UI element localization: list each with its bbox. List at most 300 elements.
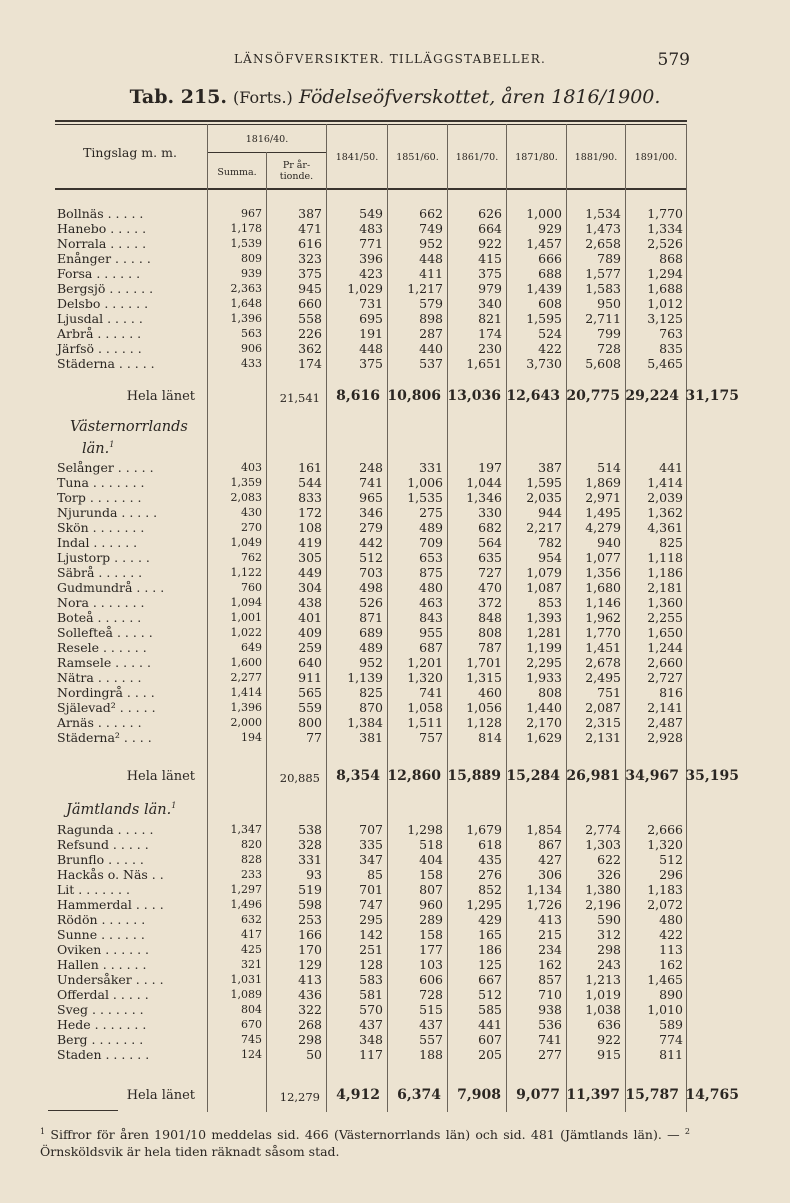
footnote-mark-1: 1 [40, 1127, 46, 1136]
value-cell: 1,038 [585, 1002, 621, 1017]
value-cell: 449 [298, 565, 322, 580]
value-cell: 1,281 [526, 625, 562, 640]
value-cell: 174 [298, 356, 322, 371]
value-cell: 305 [298, 550, 322, 565]
value-cell: 814 [478, 730, 502, 745]
value-cell: 1,178 [230, 222, 262, 235]
total-value: 29,224 [625, 388, 679, 404]
header-1881-90: 1881/90. [574, 152, 618, 163]
value-cell: 789 [597, 251, 621, 266]
value-cell: 2,678 [585, 655, 621, 670]
value-cell: 1,134 [526, 882, 562, 897]
value-cell: 581 [359, 987, 383, 1002]
value-cell: 536 [538, 1017, 562, 1032]
value-cell: 304 [298, 580, 322, 595]
value-cell: 427 [538, 852, 562, 867]
value-cell: 411 [419, 266, 443, 281]
value-cell: 298 [298, 1032, 322, 1047]
table-row [55, 550, 687, 565]
value-cell: 429 [478, 912, 502, 927]
value-cell: 1,680 [585, 580, 621, 595]
value-cell: 1,213 [585, 972, 621, 987]
district-name: Brunflo . . . . . [57, 852, 144, 867]
district-name: Järfsö . . . . . . [57, 341, 142, 356]
district-name: Ramsele . . . . . [57, 655, 151, 670]
total-value: 10,806 [387, 388, 441, 404]
value-cell: 3,125 [647, 311, 683, 326]
value-cell: 835 [659, 341, 683, 356]
value-cell: 952 [359, 655, 383, 670]
vasternorrland-title [70, 419, 205, 458]
value-cell: 728 [419, 987, 443, 1002]
table-row [55, 625, 687, 640]
value-cell: 1,414 [647, 475, 683, 490]
value-cell: 1,089 [230, 988, 262, 1001]
value-cell: 1,320 [407, 670, 443, 685]
value-cell: 1,006 [407, 475, 443, 490]
value-cell: 1,001 [230, 611, 262, 624]
value-cell: 4,279 [585, 520, 621, 535]
value-cell: 165 [478, 927, 502, 942]
value-cell: 205 [478, 1047, 502, 1062]
district-name: Hammerdal . . . . [57, 897, 164, 912]
value-cell: 549 [359, 206, 383, 221]
value-cell: 1,077 [585, 550, 621, 565]
header-pr-artionde-line1: Pr år- [282, 160, 311, 171]
value-cell: 751 [597, 685, 621, 700]
value-cell: 413 [298, 972, 322, 987]
total-value: 6,374 [397, 1087, 441, 1103]
table-row [55, 867, 687, 882]
value-cell: 626 [478, 206, 502, 221]
value-cell: 1,010 [647, 1002, 683, 1017]
value-cell: 701 [359, 882, 383, 897]
value-cell: 471 [298, 221, 322, 236]
value-cell: 2,658 [585, 236, 621, 251]
value-cell: 1,688 [647, 281, 683, 296]
value-cell: 1,094 [230, 596, 262, 609]
footnote-mark-2: 2 [684, 1127, 691, 1136]
value-cell: 323 [298, 251, 322, 266]
value-cell: 2,928 [647, 730, 683, 745]
value-cell: 2,083 [230, 491, 262, 504]
value-cell: 607 [478, 1032, 502, 1047]
table-row [55, 490, 687, 505]
value-cell: 1,297 [230, 883, 262, 896]
top-rule-thin [55, 124, 687, 125]
running-title: LÄNSÖFVERSIKTER. TILLÄGGSTABELLER. [233, 52, 546, 66]
value-cell: 1,577 [585, 266, 621, 281]
value-cell: 438 [298, 595, 322, 610]
value-cell: 5,465 [647, 356, 683, 371]
value-cell: 967 [241, 207, 262, 220]
value-cell: 2,774 [585, 822, 621, 837]
header-pr-artionde-line2: tionde. [279, 171, 314, 182]
jamtland-title-text: Jämtlands län. [66, 801, 172, 818]
value-cell: 375 [359, 356, 383, 371]
value-cell: 387 [298, 206, 322, 221]
table-row [55, 1032, 687, 1047]
total-value: 34,967 [625, 768, 679, 784]
table-row [55, 700, 687, 715]
total-value: 15,889 [447, 768, 501, 784]
table-row [55, 460, 687, 475]
value-cell: 174 [478, 326, 502, 341]
table-row [55, 236, 687, 251]
value-cell: 825 [659, 535, 683, 550]
value-cell: 437 [419, 1017, 443, 1032]
value-cell: 1,058 [407, 700, 443, 715]
value-cell: 2,526 [647, 236, 683, 251]
value-cell: 2,170 [526, 715, 562, 730]
table-label: Tab. 215. [129, 86, 227, 108]
table-row [55, 505, 687, 520]
value-cell: 583 [359, 972, 383, 987]
value-cell: 632 [241, 913, 262, 926]
value-cell: 186 [478, 942, 502, 957]
value-cell: 448 [419, 251, 443, 266]
value-cell: 2,131 [585, 730, 621, 745]
value-cell: 1,128 [466, 715, 502, 730]
top-rule [55, 120, 687, 122]
value-cell: 215 [538, 927, 562, 942]
value-cell: 251 [359, 942, 383, 957]
value-cell: 330 [478, 505, 502, 520]
table-row [55, 326, 687, 341]
value-cell: 741 [419, 685, 443, 700]
value-cell: 960 [419, 897, 443, 912]
value-cell: 1,295 [466, 897, 502, 912]
value-cell: 289 [419, 912, 443, 927]
value-cell: 1,595 [526, 311, 562, 326]
total-value: 8,616 [336, 388, 380, 404]
value-cell: 852 [478, 882, 502, 897]
value-cell: 413 [538, 912, 562, 927]
total-value: 12,279 [279, 1090, 320, 1104]
header-bottom-rule [55, 188, 687, 190]
value-cell: 2,727 [647, 670, 683, 685]
value-cell: 688 [538, 266, 562, 281]
value-cell: 1,854 [526, 822, 562, 837]
district-name: Städerna² . . . . [57, 730, 152, 745]
value-cell: 1,244 [647, 640, 683, 655]
value-cell: 857 [538, 972, 562, 987]
value-cell: 868 [659, 251, 683, 266]
value-cell: 820 [241, 838, 262, 851]
value-cell: 944 [538, 505, 562, 520]
header-1861-70: 1861/70. [455, 152, 499, 163]
value-cell: 435 [478, 852, 502, 867]
value-cell: 243 [597, 957, 621, 972]
value-cell: 703 [359, 565, 383, 580]
value-cell: 2,711 [585, 311, 621, 326]
value-cell: 666 [538, 251, 562, 266]
value-cell: 1,146 [585, 595, 621, 610]
value-cell: 158 [419, 927, 443, 942]
district-name: Gudmundrå . . . . [57, 580, 165, 595]
value-cell: 1,139 [347, 670, 383, 685]
value-cell: 1,000 [526, 206, 562, 221]
value-cell: 1,186 [647, 565, 683, 580]
value-cell: 483 [359, 221, 383, 236]
table-row [55, 356, 687, 371]
value-cell: 287 [419, 326, 443, 341]
table-row [55, 640, 687, 655]
total-value: 13,036 [447, 388, 501, 404]
value-cell: 177 [419, 942, 443, 957]
value-cell: 808 [538, 685, 562, 700]
value-cell: 5,608 [585, 356, 621, 371]
value-cell: 1,933 [526, 670, 562, 685]
value-cell: 2,495 [585, 670, 621, 685]
table-row [55, 912, 687, 927]
value-cell: 166 [298, 927, 322, 942]
value-cell: 437 [359, 1017, 383, 1032]
value-cell: 441 [659, 460, 683, 475]
value-cell: 423 [359, 266, 383, 281]
table-row [55, 837, 687, 852]
value-cell: 2,666 [647, 822, 683, 837]
value-cell: 108 [298, 520, 322, 535]
district-name: Säbrå . . . . . . [57, 565, 143, 580]
value-cell: 1,600 [230, 656, 262, 669]
value-cell: 1,496 [230, 898, 262, 911]
value-cell: 2,196 [585, 897, 621, 912]
table-row [55, 580, 687, 595]
value-cell: 335 [359, 837, 383, 852]
value-cell: 328 [298, 837, 322, 852]
table-row [55, 1002, 687, 1017]
table-row [55, 206, 687, 221]
district-name: Selånger . . . . . [57, 460, 154, 475]
value-cell: 1,012 [647, 296, 683, 311]
table-row [55, 341, 687, 356]
total-value: 7,908 [457, 1087, 501, 1103]
value-cell: 194 [241, 731, 262, 744]
value-cell: 425 [241, 943, 262, 956]
value-cell: 1,031 [230, 973, 262, 986]
table-row [55, 987, 687, 1002]
value-cell: 2,277 [230, 671, 262, 684]
value-cell: 1,022 [230, 626, 262, 639]
total-value: 14,765 [685, 1087, 739, 1103]
value-cell: 728 [597, 341, 621, 356]
district-name: Refsund . . . . . [57, 837, 149, 852]
value-cell: 763 [659, 326, 683, 341]
value-cell: 1,029 [347, 281, 383, 296]
value-cell: 622 [597, 852, 621, 867]
value-cell: 965 [359, 490, 383, 505]
value-cell: 4,361 [647, 520, 683, 535]
value-cell: 362 [298, 341, 322, 356]
value-cell: 922 [597, 1032, 621, 1047]
district-name: Oviken . . . . . . [57, 942, 150, 957]
district-name: Ljusdal . . . . . [57, 311, 143, 326]
value-cell: 197 [478, 460, 502, 475]
district-name: Indal . . . . . . [57, 535, 138, 550]
value-cell: 331 [298, 852, 322, 867]
value-cell: 636 [597, 1017, 621, 1032]
value-cell: 158 [419, 867, 443, 882]
value-cell: 1,679 [466, 822, 502, 837]
total-value: 20,885 [279, 771, 320, 785]
value-cell: 1,451 [585, 640, 621, 655]
value-cell: 2,000 [230, 716, 262, 729]
value-cell: 1,414 [230, 686, 262, 699]
district-name: Bollnäs . . . . . [57, 206, 144, 221]
value-cell: 1,056 [466, 700, 502, 715]
table-row [55, 535, 687, 550]
district-name: Ragunda . . . . . [57, 822, 154, 837]
value-cell: 259 [298, 640, 322, 655]
value-cell: 870 [359, 700, 383, 715]
value-cell: 1,651 [466, 356, 502, 371]
value-cell: 564 [478, 535, 502, 550]
value-cell: 430 [241, 506, 262, 519]
district-name: Offerdal . . . . . [57, 987, 149, 1002]
value-cell: 347 [359, 852, 383, 867]
value-cell: 128 [359, 957, 383, 972]
value-cell: 470 [478, 580, 502, 595]
value-cell: 2,087 [585, 700, 621, 715]
value-cell: 295 [359, 912, 383, 927]
header-1841-50: 1841/50. [335, 152, 379, 163]
value-cell: 306 [538, 867, 562, 882]
value-cell: 653 [419, 550, 443, 565]
value-cell: 875 [419, 565, 443, 580]
value-cell: 326 [597, 867, 621, 882]
value-cell: 117 [359, 1047, 383, 1062]
table-row [55, 957, 687, 972]
value-cell: 375 [478, 266, 502, 281]
value-cell: 1,320 [647, 837, 683, 852]
running-head [0, 50, 790, 72]
value-cell: 557 [419, 1032, 443, 1047]
total-label: Hela länet [126, 1088, 195, 1103]
value-cell: 537 [419, 356, 443, 371]
value-cell: 93 [306, 867, 322, 882]
value-cell: 760 [241, 581, 262, 594]
value-cell: 787 [478, 640, 502, 655]
value-cell: 809 [241, 252, 262, 265]
value-cell: 512 [659, 852, 683, 867]
district-name: Arbrå . . . . . . [57, 326, 142, 341]
value-cell: 515 [419, 1002, 443, 1017]
table-row [55, 221, 687, 236]
value-cell: 825 [359, 685, 383, 700]
header-pr-artionde [267, 160, 326, 182]
table-row [55, 655, 687, 670]
value-cell: 871 [359, 610, 383, 625]
value-cell: 1,534 [585, 206, 621, 221]
value-cell: 113 [659, 942, 683, 957]
value-cell: 279 [359, 520, 383, 535]
value-cell: 1,346 [466, 490, 502, 505]
value-cell: 188 [419, 1047, 443, 1062]
table-row [55, 685, 687, 700]
value-cell: 955 [419, 625, 443, 640]
value-cell: 618 [478, 837, 502, 852]
value-cell: 460 [478, 685, 502, 700]
value-cell: 689 [359, 625, 383, 640]
value-cell: 1,457 [526, 236, 562, 251]
district-name: Norrala . . . . . [57, 236, 147, 251]
jamtland-title [66, 797, 206, 819]
vasternorrland-title-line2 [70, 436, 205, 458]
value-cell: 563 [241, 327, 262, 340]
value-cell: 396 [359, 251, 383, 266]
value-cell: 695 [359, 311, 383, 326]
table-row [55, 610, 687, 625]
jamtland-table [55, 822, 687, 1062]
header-1816-40: 1816/40. [245, 134, 289, 145]
district-name: Arnäs . . . . . . [57, 715, 142, 730]
value-cell: 558 [298, 311, 322, 326]
district-name: Forsa . . . . . . [57, 266, 141, 281]
header-1871-80: 1871/80. [515, 152, 558, 163]
value-cell: 1,539 [230, 237, 262, 250]
value-cell: 747 [359, 897, 383, 912]
value-cell: 1,511 [407, 715, 443, 730]
value-cell: 762 [241, 551, 262, 564]
value-cell: 298 [597, 942, 621, 957]
district-name: Hanebo . . . . . [57, 221, 147, 236]
value-cell: 598 [298, 897, 322, 912]
value-cell: 1,183 [647, 882, 683, 897]
value-cell: 422 [659, 927, 683, 942]
value-cell: 1,356 [585, 565, 621, 580]
value-cell: 848 [478, 610, 502, 625]
value-cell: 2,181 [647, 580, 683, 595]
value-cell: 741 [538, 1032, 562, 1047]
value-cell: 954 [538, 550, 562, 565]
value-cell: 1,648 [230, 297, 262, 310]
value-cell: 321 [241, 958, 262, 971]
value-cell: 1,334 [647, 221, 683, 236]
value-cell: 2,363 [230, 282, 262, 295]
value-cell: 749 [419, 221, 443, 236]
value-cell: 268 [298, 1017, 322, 1032]
value-cell: 498 [359, 580, 383, 595]
value-cell: 2,255 [647, 610, 683, 625]
value-cell: 2,295 [526, 655, 562, 670]
district-name: Rödön . . . . . . [57, 912, 146, 927]
value-cell: 519 [298, 882, 322, 897]
value-cell: 1,347 [230, 823, 262, 836]
footnote-1: Siffror för åren 1901/10 meddelas sid. 466 (Västernorrlands län) och sid. 481 (Jämtlands län). — [50, 1127, 680, 1143]
value-cell: 441 [478, 1017, 502, 1032]
value-cell: 276 [478, 867, 502, 882]
table-row [55, 1047, 687, 1062]
total-value: 4,912 [336, 1087, 380, 1103]
value-cell: 401 [298, 610, 322, 625]
table-row [55, 1017, 687, 1032]
value-cell: 518 [419, 837, 443, 852]
value-cell: 2,315 [585, 715, 621, 730]
value-cell: 1,217 [407, 281, 443, 296]
table-row [55, 670, 687, 685]
value-cell: 1,303 [585, 837, 621, 852]
value-cell: 422 [538, 341, 562, 356]
value-cell: 381 [359, 730, 383, 745]
value-cell: 270 [241, 521, 262, 534]
value-cell: 807 [419, 882, 443, 897]
total-value: 12,643 [506, 388, 560, 404]
district-name: Nora . . . . . . . [57, 595, 145, 610]
value-cell: 559 [298, 700, 322, 715]
district-name: Boteå . . . . . . [57, 610, 142, 625]
value-cell: 538 [298, 822, 322, 837]
